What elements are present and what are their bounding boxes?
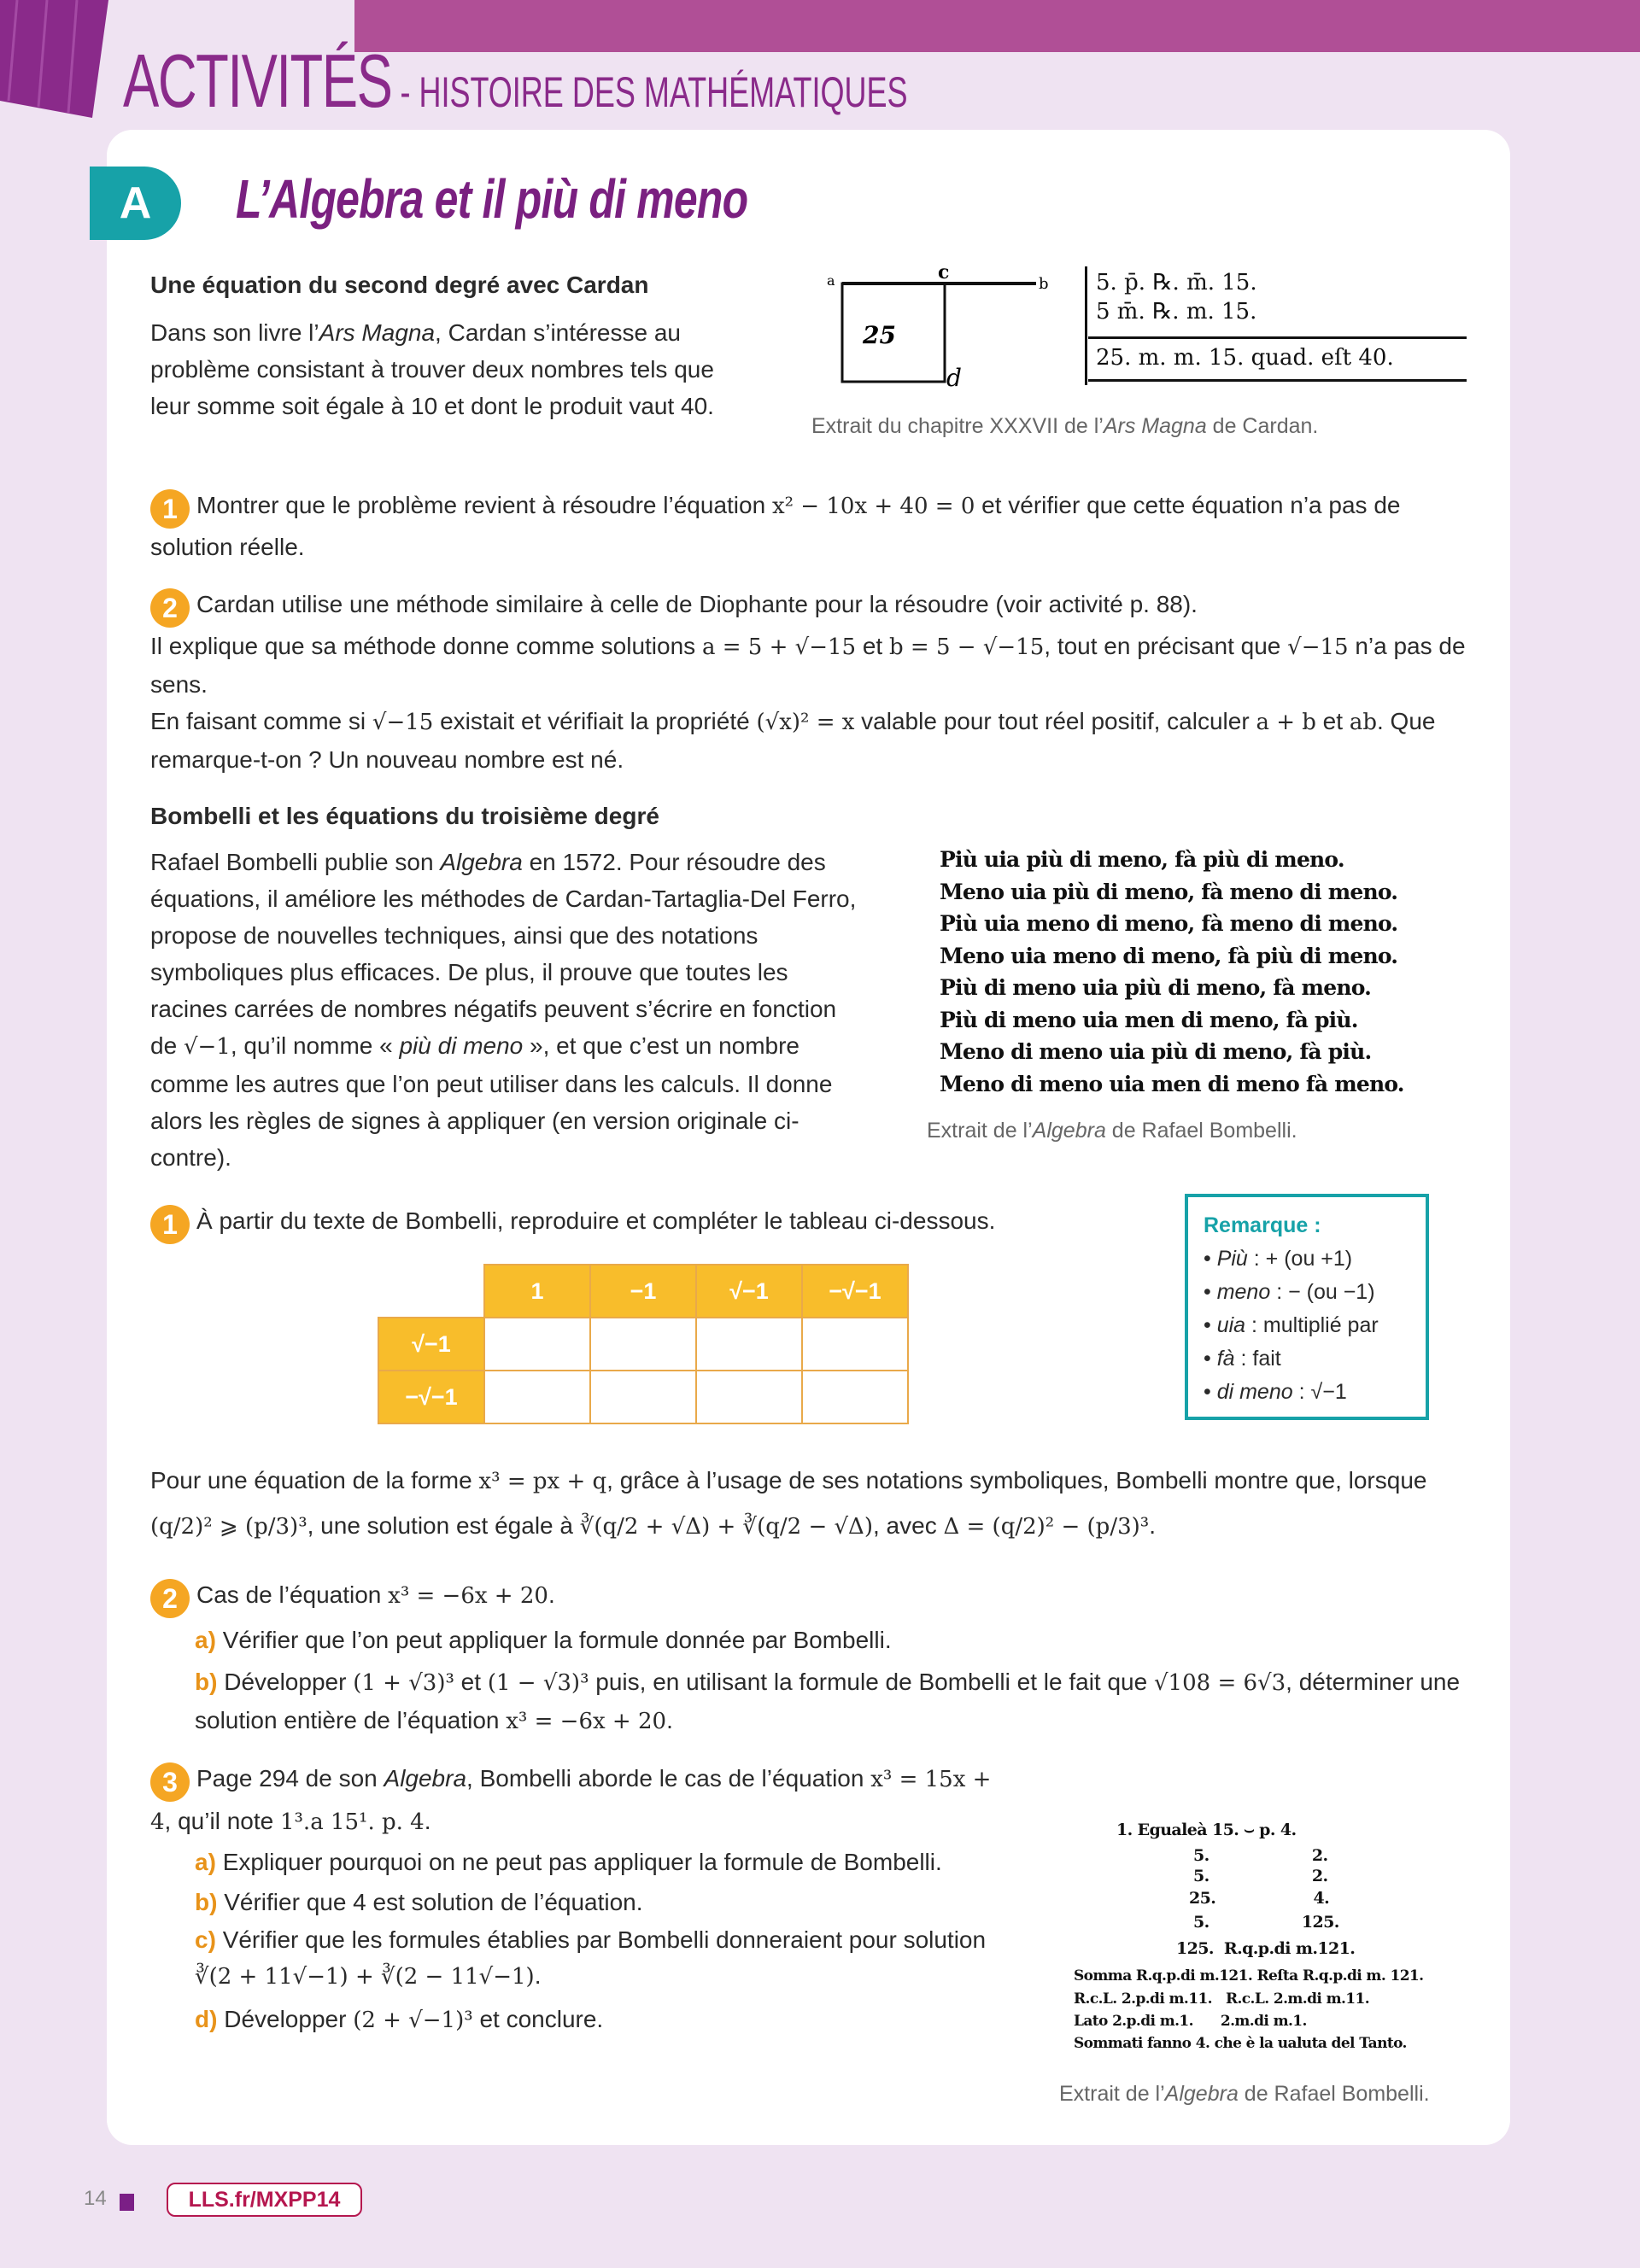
text: Meno uia meno di meno, fà più di meno. [940, 943, 1398, 968]
text: b) [195, 1669, 218, 1695]
table-cell[interactable] [484, 1318, 590, 1371]
text: , avec [872, 1512, 944, 1539]
text: existait et vérifiait la propriété [433, 708, 757, 734]
text: 125. R.q.p.di m.121. [1176, 1939, 1356, 1958]
text: Più uia più di meno, fà più di meno. [940, 847, 1344, 872]
text: et vérifier que cette équation n’a pas de solution réelle. [150, 492, 1401, 560]
text: Algebra [1032, 1119, 1106, 1143]
text: (√x)² = x [756, 710, 855, 735]
text: x³ = −6x + 20 [388, 1583, 548, 1609]
part2-question-2 [150, 1576, 1474, 1740]
text: 5. 2. [1193, 1846, 1328, 1865]
figure-caption [1059, 2082, 1430, 2107]
text: x³ = 15x + 4 [150, 1767, 992, 1835]
figure-line: 5 m̄. ℞. m. 15. [1096, 299, 1257, 324]
table-cell [696, 1371, 802, 1423]
part1-question-2 [150, 586, 1474, 778]
text: . Que remarque-t-on ? Un nouveau nombre est né. [150, 708, 1436, 773]
text: Vérifier que l’on peut appliquer la formule donnée par Bombelli. [222, 1627, 892, 1653]
part1-heading: Une équation du second degré avec Cardan [150, 272, 649, 298]
text: de Rafael Bombelli. [1105, 1119, 1297, 1143]
resource-link[interactable]: LLS.fr/MXPP14 [167, 2183, 362, 2217]
part2-intro [150, 844, 859, 1176]
title-sub: - HISTOIRE DES MATHÉMATIQUES [391, 68, 908, 116]
figure-caption [927, 1119, 1297, 1143]
text: x³ = −6x + 20 [506, 1709, 667, 1734]
text: Il explique que sa méthode donne comme solutions [150, 633, 702, 659]
text: √−15 [1287, 634, 1349, 660]
text: : fait [1234, 1347, 1281, 1371]
text: Somma R.q.p.di m.121. Reſta R.q.p.di m. 121. [1074, 1967, 1424, 1984]
text: √108 = 6√3 [1153, 1670, 1286, 1696]
square-diagram [818, 258, 1075, 394]
table-cell [696, 1318, 802, 1371]
remark-item: • di meno : √−1 [1204, 1380, 1347, 1404]
bombelli-rules-figure [931, 839, 1455, 1100]
text: Extrait du chapitre XXXVII de l’ [811, 414, 1104, 438]
text: √−1 [183, 1034, 231, 1060]
text: a [827, 272, 835, 289]
table-header: −1 [590, 1265, 696, 1318]
part2-question-1 [150, 1202, 995, 1244]
text: 5. 125. [1193, 1913, 1339, 1932]
table-cell [590, 1371, 696, 1423]
text: a) [195, 1849, 216, 1875]
remark-item: • Più : + (ou +1) [1204, 1247, 1353, 1271]
text: Meno di meno uia men di meno fà meno. [940, 1071, 1404, 1096]
cardan-figure [818, 258, 1467, 394]
part2-heading: Bombelli et les équations du troisième degré [150, 803, 659, 829]
part2-question-3 [150, 1759, 1013, 2040]
text: Vérifier que 4 est solution de l’équation. [224, 1889, 643, 1915]
table-header: 1 [484, 1265, 590, 1318]
page-number: 14 [84, 2187, 107, 2210]
title-main: ACTIVITÉS [123, 38, 392, 123]
text: de Rafael Bombelli. [1238, 2082, 1430, 2106]
text: Vérifier que les formules établies par Bombelli donneraient pour solution [222, 1926, 987, 1953]
text: b = 5 − √−15 [889, 634, 1045, 660]
text: d) [195, 2006, 218, 2032]
text: Développer [224, 1669, 354, 1695]
text: Sommati fanno 4. che è la ualuta del Tanto. [1074, 2035, 1407, 2052]
remark-box [1185, 1194, 1429, 1420]
text: Cas de l’équation [196, 1581, 389, 1608]
text: Più [1216, 1247, 1248, 1271]
question-number: 3 [150, 1762, 190, 1802]
text: uia [1216, 1313, 1246, 1337]
text: : − (ou −1) [1270, 1280, 1375, 1304]
footer-square-icon [120, 2194, 134, 2211]
text: b) [195, 1889, 218, 1915]
text: Più uia meno di meno, fà meno di meno. [940, 911, 1398, 936]
text: 25. 4. [1189, 1889, 1330, 1908]
text: Ars Magna [1103, 414, 1207, 438]
text: et conclure. [472, 2006, 604, 2032]
text: Cardan utilise une méthode similaire à celle de Diophante pour la résoudre (voir activité p. 88). [196, 591, 1198, 617]
figure-line: 25. m. m. 15. quad. eſt 40. [1096, 345, 1394, 371]
text: Ars Magna [319, 319, 436, 346]
text: Expliquer pourquoi on ne peut pas appliquer la formule de Bombelli. [222, 1849, 942, 1875]
text: . [666, 1707, 673, 1733]
part1-intro [150, 314, 748, 424]
text: en 1572. Pour résoudre des équations, il améliore les méthodes de Cardan-Tartaglia-Del Ferro, propose de nouvelles techniques, ainsi que des notations symboliques plus efficaces. De plus, il prouve que toutes les racines carrées de nombres négatifs peuvent s’écrire en fonction de [150, 849, 857, 1059]
text: et [856, 633, 889, 659]
text: Extrait de l’ [927, 1119, 1033, 1143]
text: , grâce à l’usage de ses notations symboliques, Bombelli montre que, lorsque [606, 1467, 1427, 1493]
remark-item: • meno : − (ou −1) [1204, 1280, 1375, 1304]
question-number: 1 [150, 489, 190, 529]
text: », et que c’est un nombre comme les autres que l’on peut utiliser dans les calculs. Il donne alors les règles de signes à appliquer (en version originale ci-contre). [150, 1032, 833, 1171]
text: En faisant comme si [150, 708, 372, 734]
text: Più di meno uia men di meno, fà più. [940, 1007, 1358, 1032]
table-header: −√−1 [802, 1265, 908, 1318]
text: Pour une équation de la forme [150, 1467, 479, 1493]
text: Lato 2.p.di m.1. 2.m.di m.1. [1074, 2013, 1307, 2030]
text: et [1315, 708, 1350, 734]
text: . [1149, 1512, 1156, 1539]
text: . [424, 1808, 431, 1834]
text: meno [1216, 1280, 1271, 1304]
text: À partir du texte de Bombelli, reproduire et compléter le tableau ci-dessous. [196, 1207, 996, 1234]
table-cell [802, 1371, 908, 1423]
text: : + (ou +1) [1247, 1247, 1353, 1271]
section-badge: A [90, 167, 181, 240]
text: . [534, 1962, 542, 1989]
text: Rafael Bombelli publie son [150, 849, 441, 875]
text: Extrait de l’ [1059, 2082, 1165, 2106]
text: c) [195, 1926, 216, 1953]
text: Più di meno uia più di meno, fà meno. [940, 975, 1372, 1000]
text: x² − 10x + 40 = 0 [771, 494, 975, 519]
corner-decoration [0, 0, 111, 120]
bombelli-equation-figure [1069, 1749, 1462, 2070]
text: 25 [863, 321, 896, 349]
text: √−15 [372, 710, 434, 735]
text: (q/2)² ⩾ (p/3)³ [150, 1514, 308, 1540]
text: di meno [1216, 1380, 1293, 1404]
bombelli-formula [150, 1458, 1466, 1549]
figure-caption [811, 414, 1318, 439]
text: n’a pas de sens. [150, 633, 1466, 698]
figure-line: 5. p̄. ℞. m̄. 15. [1096, 270, 1257, 295]
text: , qu’il nomme « [230, 1032, 400, 1059]
text: b [1039, 275, 1049, 293]
text: Meno uia più di meno, fà meno di meno. [940, 879, 1398, 904]
text: √−1 [378, 1318, 484, 1371]
text: x³ = px + q [478, 1469, 607, 1494]
text: Développer [224, 2006, 354, 2032]
table-cell [802, 1318, 908, 1371]
text: ∛(q/2 + √Δ) + ∛(q/2 − √Δ) [579, 1514, 873, 1540]
text: : √−1 [1292, 1380, 1347, 1404]
text: −√−1 [378, 1371, 484, 1423]
text: d [946, 364, 962, 392]
text: ∛(2 + 11√−1) + ∛(2 − 11√−1) [195, 1964, 535, 1990]
table-cell [590, 1318, 696, 1371]
page-title [123, 38, 908, 125]
text: 5. 2. [1193, 1867, 1328, 1885]
remark-item: • uia : multiplié par [1204, 1313, 1379, 1337]
text: Page 294 de son [196, 1765, 384, 1792]
text: valable pour tout réel positif, calculer [854, 708, 1256, 734]
text: ab [1349, 710, 1377, 735]
text: fà [1216, 1347, 1235, 1371]
table-header: √−1 [696, 1265, 802, 1318]
text: et [454, 1669, 488, 1695]
remark-item: • fà : fait [1204, 1347, 1281, 1371]
text: , tout en précisant que [1044, 633, 1288, 659]
text: (2 + √−1)³ [353, 2008, 473, 2033]
text: Meno di meno uia più di meno, fà più. [940, 1039, 1372, 1064]
text: , Bombelli aborde le cas de l’équation [466, 1765, 871, 1792]
text: , qu’il note [164, 1808, 280, 1834]
text: a + b [1256, 710, 1316, 735]
section-title: L’Algebra et il più di meno [236, 168, 748, 230]
text: a) [195, 1627, 216, 1653]
text: a = 5 + √−15 [701, 634, 857, 660]
text: , déterminer une solution entière de l’équation [195, 1669, 1461, 1733]
text: , une solution est égale à [307, 1512, 580, 1539]
text: Remarque : [1204, 1213, 1321, 1237]
question-number: 2 [150, 588, 190, 628]
text: : multiplié par [1245, 1313, 1379, 1337]
sign-table [378, 1264, 909, 1424]
text: 1³.a 15¹. p. 4 [279, 1809, 425, 1835]
question-number: 1 [150, 1205, 190, 1244]
text: più di meno [399, 1032, 524, 1059]
text: Dans son livre l’ [150, 319, 319, 346]
text: Algebra [1164, 2082, 1239, 2106]
part1-question-1 [150, 487, 1466, 565]
text: 1. Egualeà 15. ⌣ p. 4. [1116, 1821, 1297, 1839]
text: (1 − √3)³ [487, 1670, 589, 1696]
text: Δ = (q/2)² − (p/3)³ [943, 1514, 1150, 1540]
question-number: 2 [150, 1579, 190, 1618]
text: de Cardan. [1206, 414, 1319, 438]
text: Montrer que le problème revient à résoudre l’équation [196, 492, 772, 518]
table-row [378, 1318, 908, 1371]
text: Algebra [440, 849, 523, 875]
table-row [378, 1371, 908, 1423]
text: c [938, 261, 950, 284]
text: puis, en utilisant la formule de Bombelli et le fait que [589, 1669, 1154, 1695]
text: Algebra [384, 1765, 467, 1792]
text: . [548, 1581, 555, 1608]
text: , Cardan s’intéresse au problème consistant à trouver deux nombres tels que leur somme soit égale à 10 et dont le produit vaut 40. [150, 319, 714, 419]
text: R.c.L. 2.p.di m.11. R.c.L. 2.m.di m.11. [1074, 1990, 1370, 2008]
table-cell [484, 1371, 590, 1423]
text: (1 + √3)³ [353, 1670, 454, 1696]
